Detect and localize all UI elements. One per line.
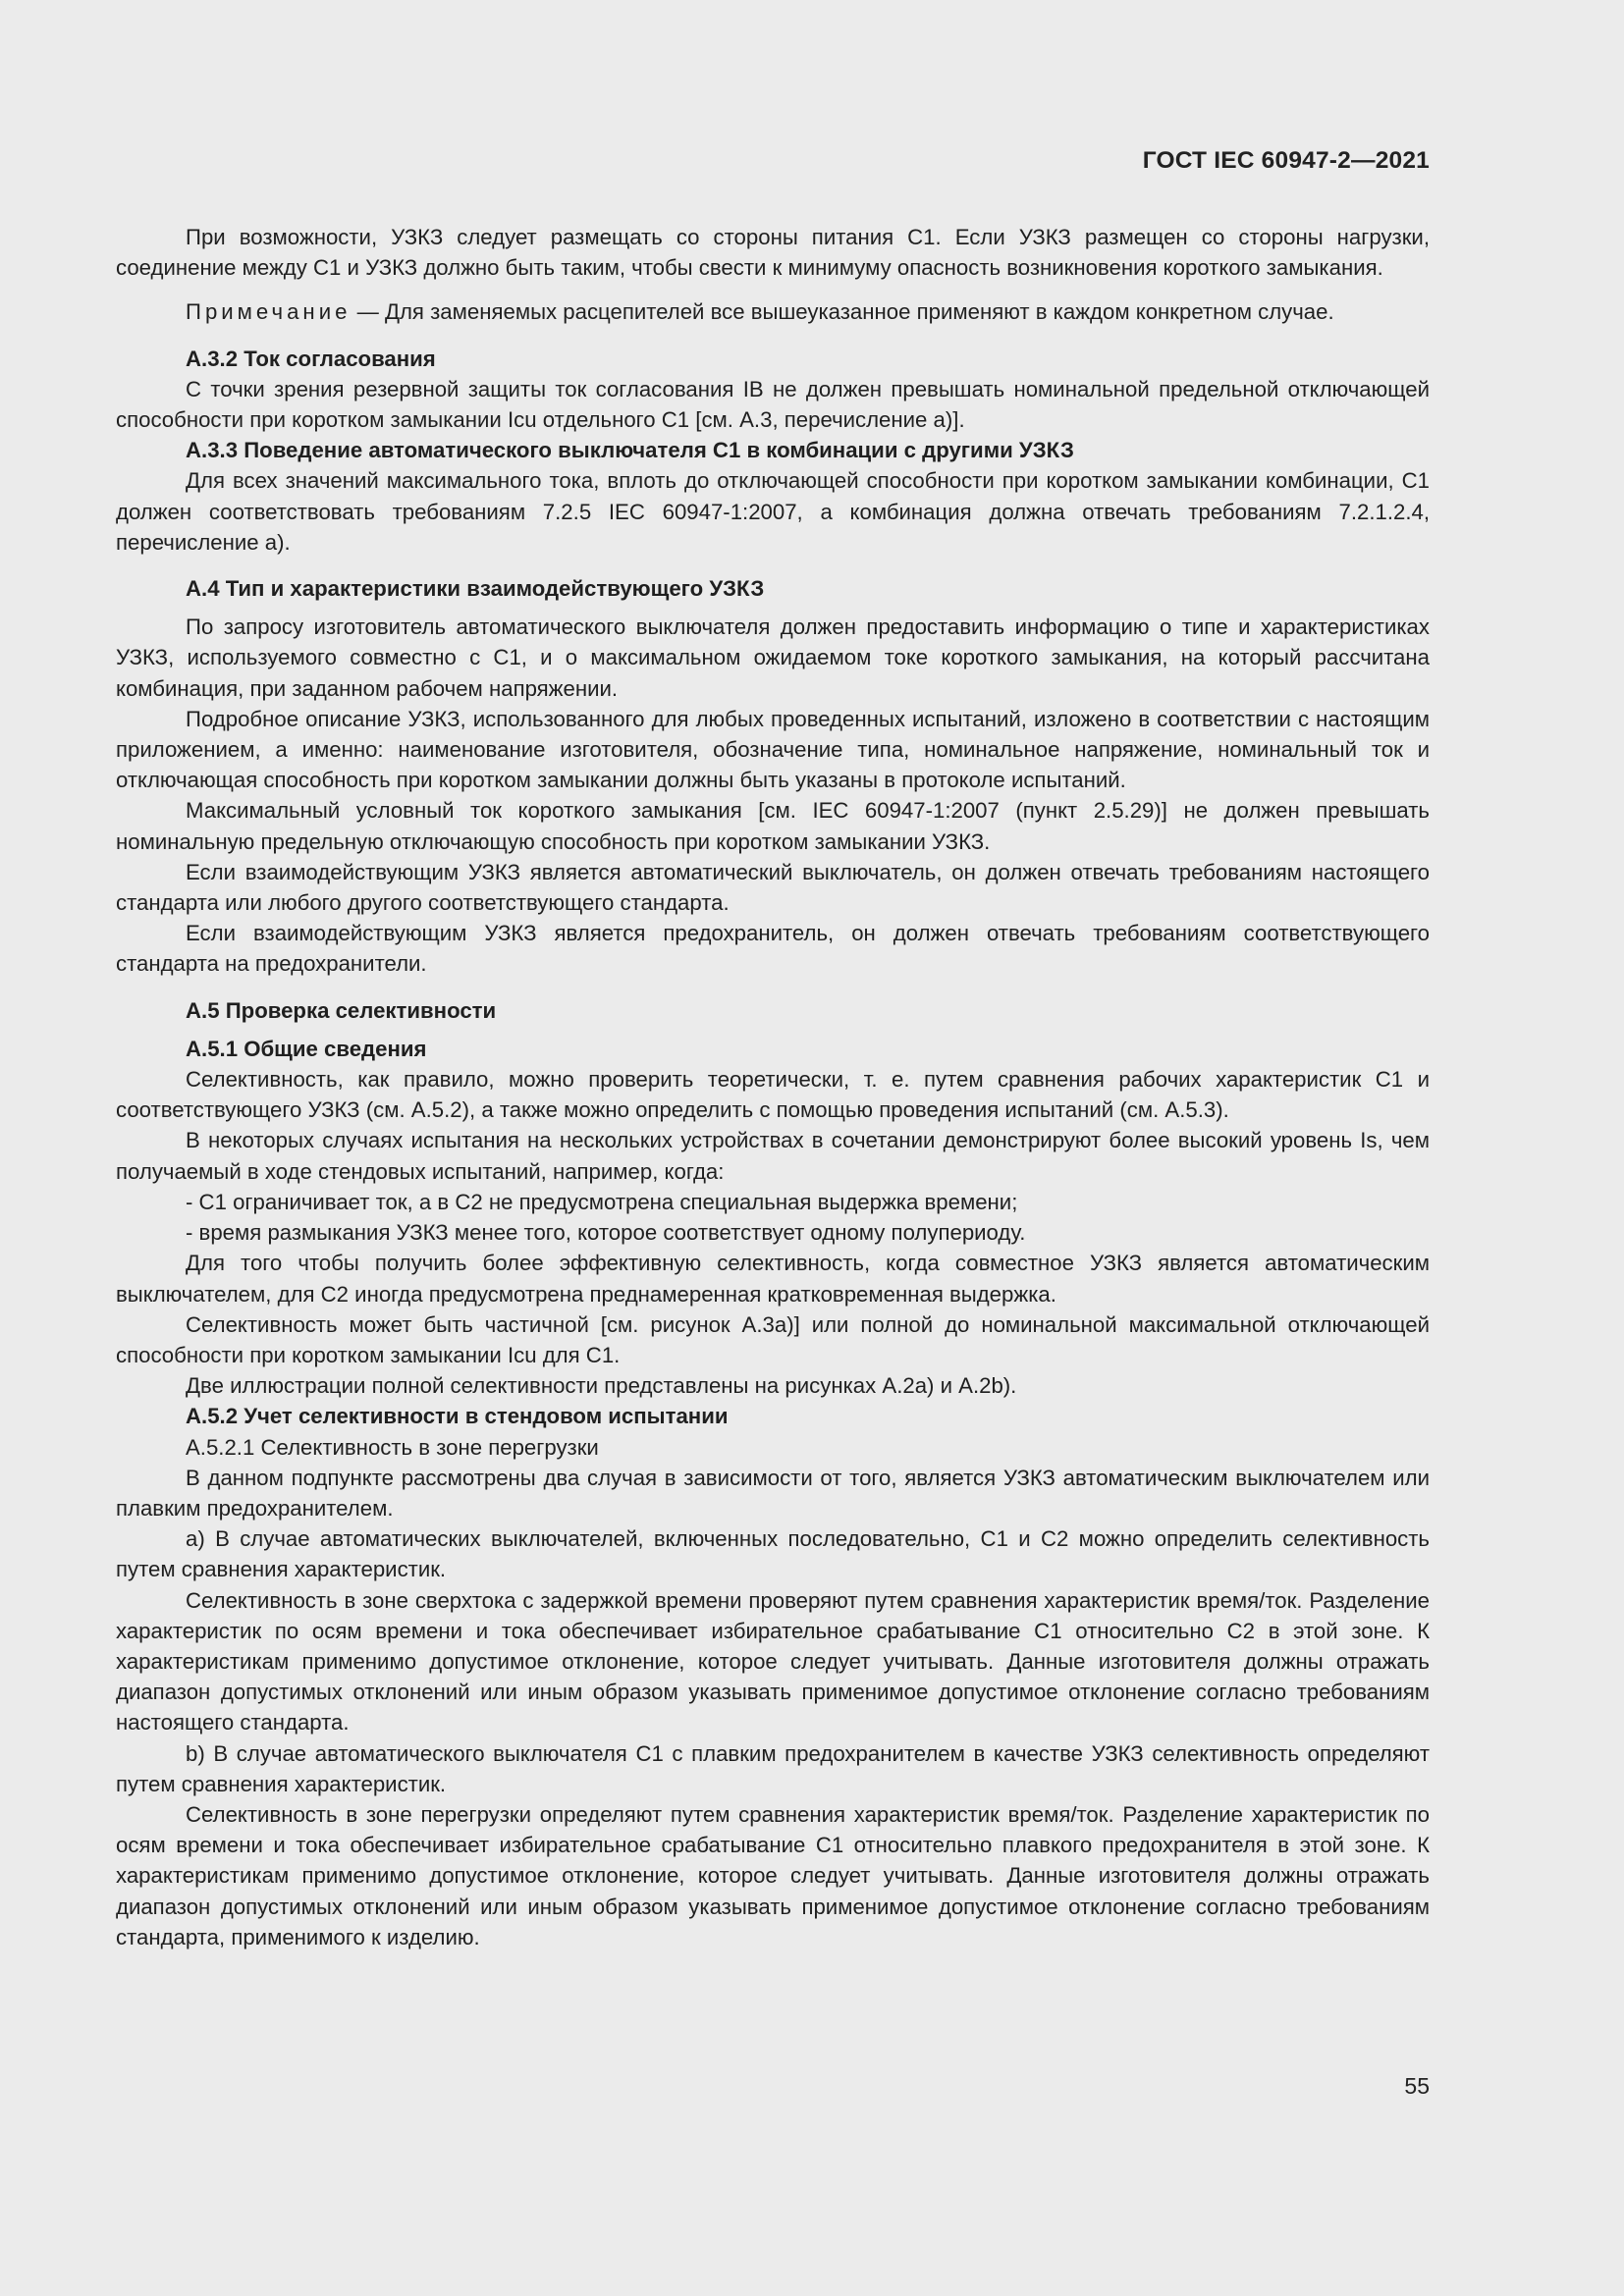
paragraph: Максимальный условный ток короткого замыкания [см. IEC 60947-1:2007 (пункт 2.5.29)] не должен превышать номинальную предельную отключающую способность при коротком замыкании УЗКЗ.: [116, 798, 1430, 854]
paragraph: В некоторых случаях испытания на нескольких устройствах в сочетании демонстрируют более высокий уровень Is, чем получаемый в ходе стендовых испытаний, например, когда:: [116, 1128, 1430, 1184]
paragraph: Для того чтобы получить более эффективную селективность, когда совместное УЗКЗ является автоматическим выключателем, для C2 иногда предусмотрена преднамеренная кратковременная выдержка.: [116, 1251, 1430, 1307]
paragraph: Для всех значений максимального тока, вплоть до отключающей способности при коротком замыкании комбинации, C1 должен соответствовать требованиям 7.2.5 IEC 60947-1:2007, а комбинация должна отвечать требованиям 7.2.1.2.4, перечисление а).: [116, 468, 1430, 555]
note-text: — Для заменяемых расцепителей все вышеуказанное применяют в каждом конкретном случае.: [351, 299, 1334, 325]
paragraph: b) В случае автоматического выключателя C1 с плавким предохранителем в качестве УЗКЗ селективность определяют путем сравнения характеристик.: [116, 1740, 1430, 1796]
paragraph: Селективность может быть частичной [см. рисунок А.3а)] или полной до номинальной максимальной отключающей способности при коротком замыкании Icu для C1.: [116, 1311, 1430, 1367]
paragraph: Селективность в зоне перегрузки определяют путем сравнения характеристик время/ток. Разделение характеристик по осям времени и тока обеспечивает избирательное срабатывание C1 относительно плавкого предохранителя в этой зоне. К характеристикам применимо допустимое отклонение, которое следует учитывать. Данные изготовителя должны отражать диапазон допустимых отклонений или иным образом указывать применимое допустимое отклонение согласно требованиям стандарта, применимого к изделию.: [116, 1801, 1430, 1949]
paragraph: По запросу изготовитель автоматического выключателя должен предоставить информацию о типе и характеристиках УЗКЗ, используемого совместно с C1, и о максимальном ожидаемом токе короткого замыкания, на который рассчитана комбинация, при заданном рабочем напряжении.: [116, 614, 1430, 701]
paragraph: При возможности, УЗКЗ следует размещать со стороны питания C1. Если УЗКЗ размещен со стороны нагрузки, соединение между C1 и УЗКЗ должно быть таким, чтобы свести к минимуму опасность возникновения короткого замыкания.: [116, 225, 1430, 281]
page-body: [116, 222, 1430, 1952]
subsection-heading: А.5.2 Учет селективности в стендовом испытании: [186, 1404, 729, 1429]
paragraph: С точки зрения резервной защиты ток согласования IB не должен превышать номинальной предельной отключающей способности при коротком замыкании Icu отдельного C1 [см. А.3, перечисление а)].: [116, 376, 1430, 433]
page-number: 55: [1404, 2073, 1430, 2099]
paragraph: Если взаимодействующим УЗКЗ является предохранитель, он должен отвечать требованиям соответствующего стандарта на предохранители.: [116, 921, 1430, 977]
subsection-heading: А.5.1 Общие сведения: [186, 1036, 427, 1061]
section-heading: А.5 Проверка селективности: [186, 997, 497, 1023]
note-label: Примечание: [186, 299, 352, 325]
list-item: - C1 ограничивает ток, а в C2 не предусмотрена специальная выдержка времени;: [186, 1189, 1018, 1214]
subsubsection-heading: А.5.2.1 Селективность в зоне перегрузки: [186, 1434, 599, 1460]
note: [116, 296, 1430, 327]
section-heading: А.4 Тип и характеристики взаимодействующего УЗКЗ: [186, 576, 765, 602]
standard-header: ГОСТ IEC 60947-2—2021: [1142, 147, 1430, 174]
paragraph: Селективность в зоне сверхтока с задержкой времени проверяют путем сравнения характеристик время/ток. Разделение характеристик по осям времени и тока обеспечивает избирательное срабатывание C1 относительно C2 в этой зоне. К характеристикам применимо допустимое отклонение, которое следует учитывать. Данные изготовителя должны отражать диапазон допустимых отклонений или иным образом указывать применимое допустимое отклонение согласно требованиям настоящего стандарта.: [116, 1587, 1430, 1735]
paragraph: Селективность, как правило, можно проверить теоретически, т. е. путем сравнения рабочих характеристик C1 и соответствующего УЗКЗ (см. А.5.2), а также можно определить с помощью проведения испытаний (см. А.5.3).: [116, 1067, 1430, 1123]
section-heading: А.3.3 Поведение автоматического выключателя C1 в комбинации с другими УЗКЗ: [186, 438, 1074, 463]
paragraph: Две иллюстрации полной селективности представлены на рисунках А.2а) и А.2b).: [186, 1373, 1017, 1399]
list-item: - время размыкания УЗКЗ менее того, которое соответствует одному полупериоду.: [186, 1220, 1026, 1246]
section-heading: А.3.2 Ток согласования: [186, 346, 436, 371]
paragraph: а) В случае автоматических выключателей, включенных последовательно, C1 и C2 можно определить селективность путем сравнения характеристик.: [116, 1526, 1430, 1582]
paragraph: Если взаимодействующим УЗКЗ является автоматический выключатель, он должен отвечать требованиям настоящего стандарта или любого другого соответствующего стандарта.: [116, 859, 1430, 916]
paragraph: Подробное описание УЗКЗ, использованного для любых проведенных испытаний, изложено в соответствии с настоящим приложением, а именно: наименование изготовителя, обозначение типа, номинальное напряжение, номинальный ток и отключающая способность при коротком замыкании должны быть указаны в протоколе испытаний.: [116, 706, 1430, 793]
paragraph: В данном подпункте рассмотрены два случая в зависимости от того, является УЗКЗ автоматическим выключателем или плавким предохранителем.: [116, 1465, 1430, 1521]
